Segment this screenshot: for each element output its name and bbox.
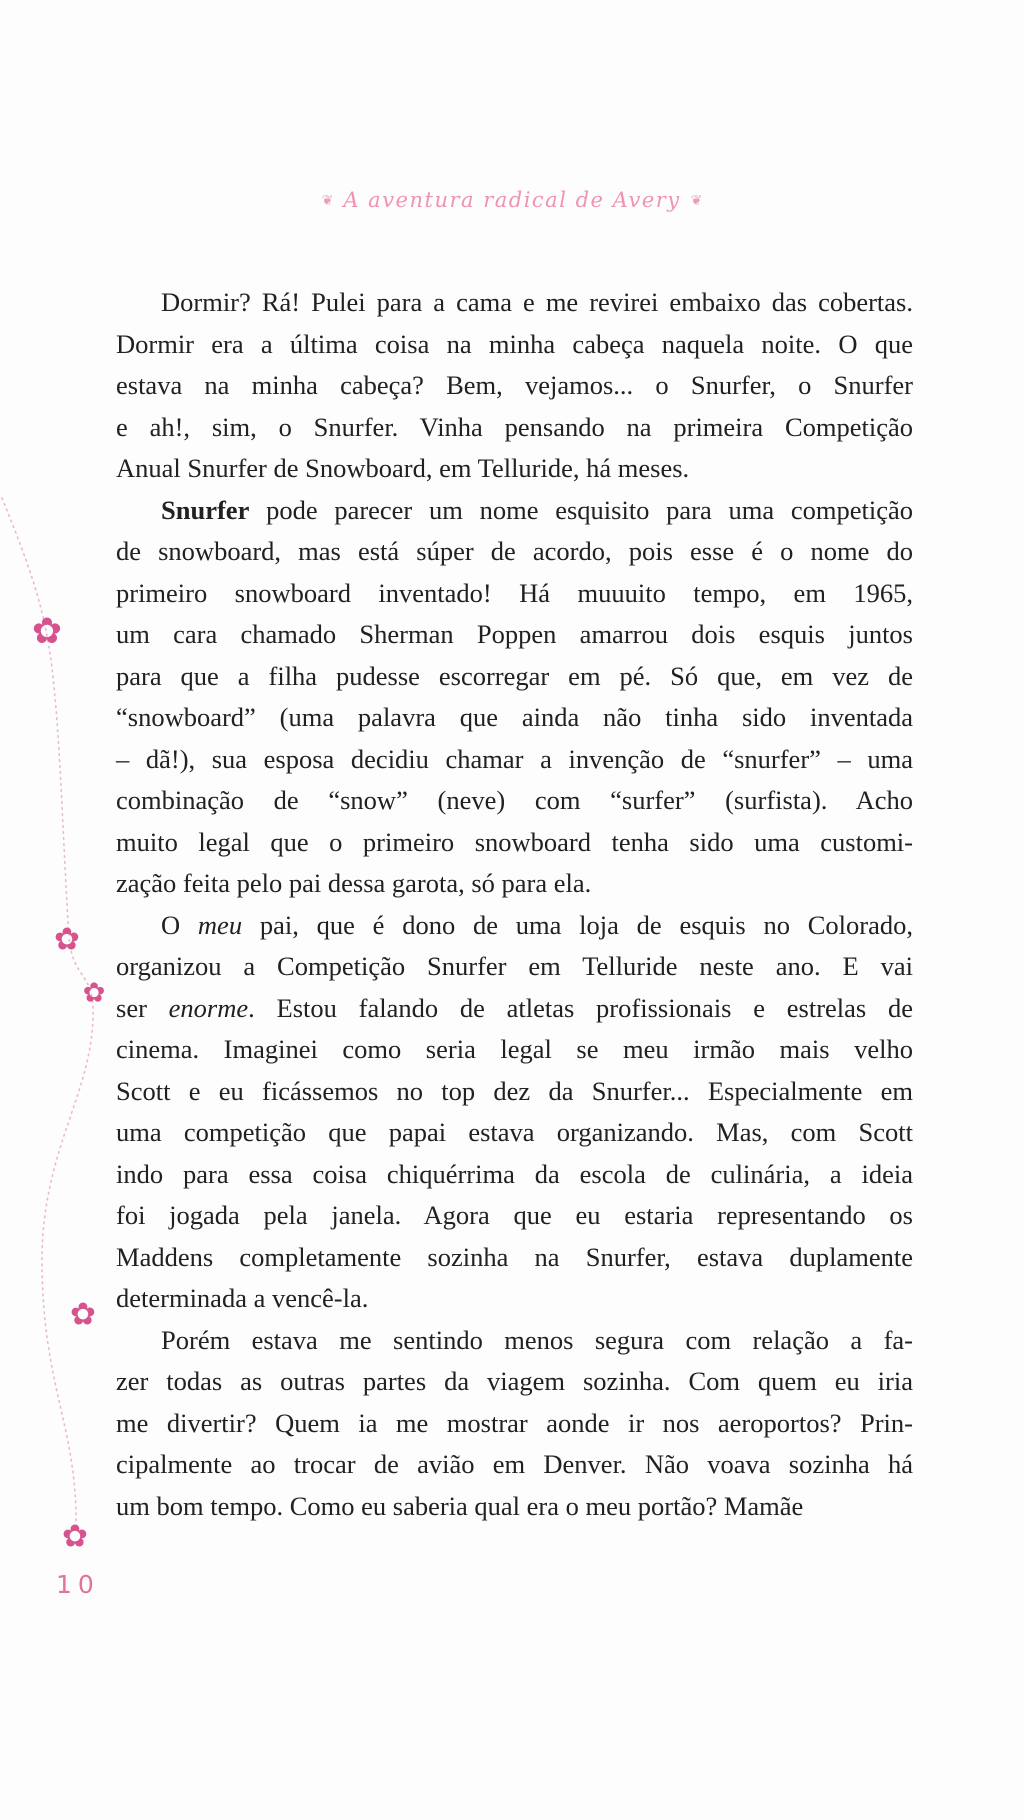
text-line [116, 365, 913, 407]
text-line [116, 573, 913, 615]
italic-text: meu [197, 909, 243, 940]
text-line [116, 1029, 913, 1071]
paragraph [116, 490, 913, 905]
paragraph [116, 1320, 913, 1528]
text-line [116, 1154, 913, 1196]
text-segment: cinema. Imaginei como seria legal se meu irmão mais velho [116, 1034, 913, 1064]
text-segment: para que a filha pudesse escorregar em pé. Só que, em vez de [116, 660, 913, 691]
text-segment: Dormir? Rá! Pulei para a cama e me revirei embaixo das cobertas. [161, 287, 913, 317]
text-line [116, 1320, 913, 1362]
text-line [116, 946, 913, 988]
text-line [116, 282, 913, 324]
flower-icon: ✿ [70, 1296, 96, 1333]
text-segment: indo para essa coisa chiquérrima da escola de culinária, a ideia [116, 1158, 913, 1189]
text-segment: um cara chamado Sherman Poppen amarrou dois esquis juntos [116, 619, 913, 649]
body-text [116, 282, 913, 1527]
text-line [116, 448, 913, 490]
paragraph [116, 282, 913, 490]
text-segment: zer todas as outras partes da viagem sozinha. Com quem eu iria [116, 1366, 913, 1396]
text-segment: cipalmente ao trocar de avião em Denver. Não voava sozinha há [116, 1449, 913, 1479]
text-line [116, 490, 913, 532]
flower-icon: ✿ [54, 921, 80, 958]
text-segment: Scott e eu ficássemos no top dez da Snurfer... Especialmente em [116, 1075, 913, 1106]
text-segment: “snowboard” (uma palavra que ainda não tinha sido inventada [116, 702, 913, 732]
text-line [116, 988, 913, 1030]
text-line [116, 863, 913, 905]
text-segment: combinação de “snow” (neve) com “surfer” (surfista). Acho [116, 785, 913, 815]
text-line [116, 905, 913, 947]
text-line [116, 407, 913, 449]
text-line [116, 822, 913, 864]
bold-text: Snurfer [161, 494, 250, 525]
text-segment: primeiro snowboard inventado! Há muuuito tempo, em 1965, [116, 577, 913, 608]
text-segment: estava na minha cabeça? Bem, vejamos... o Snurfer, o Snurfer [116, 370, 913, 400]
text-line [116, 1278, 913, 1320]
text-segment: e ah!, sim, o Snurfer. Vinha pensando na primeira Competição [116, 411, 913, 442]
text-segment: Dormir era a última coisa na minha cabeça naquela noite. O que [116, 328, 913, 359]
text-line [116, 697, 913, 739]
text-line [116, 1071, 913, 1113]
text-segment: uma competição que papai estava organizando. Mas, com Scott [116, 1117, 913, 1147]
text-segment: O [161, 909, 198, 940]
running-header [0, 188, 1024, 212]
italic-text: enorme [168, 992, 249, 1023]
text-segment: determinada a vencê-la. [116, 1283, 369, 1313]
text-segment: pode parecer um nome esquisito para uma competição [249, 494, 913, 525]
text-segment: – dã!), sua esposa decidiu chamar a invenção de “snurfer” – uma [116, 743, 913, 774]
text-line [116, 1112, 913, 1154]
text-segment: me divertir? Quem ia me mostrar aonde ir nos aeroportos? Prin- [116, 1407, 913, 1438]
text-segment: de snowboard, mas está súper de acordo, pois esse é o nome do [116, 536, 913, 566]
paragraph [116, 905, 913, 1320]
text-line [116, 1486, 913, 1528]
text-line [116, 1444, 913, 1486]
flower-icon: ✿ [82, 977, 106, 1009]
text-segment: foi jogada pela janela. Agora que eu estaria representando os [116, 1200, 913, 1230]
text-line [116, 531, 913, 573]
text-segment: organizou a Competição Snurfer em Telluride neste ano. E vai [116, 951, 913, 981]
text-segment: ser [116, 992, 169, 1023]
text-line [116, 1237, 913, 1279]
text-line [116, 324, 913, 366]
text-line [116, 656, 913, 698]
dotted-vine-line [0, 0, 120, 1820]
text-line [116, 614, 913, 656]
text-segment: Maddens completamente sozinha na Snurfer, estava duplamente [116, 1241, 913, 1272]
text-segment: . Estou falando de atletas profissionais e estrelas de [248, 992, 913, 1023]
floral-ornament-left-icon: ❦ [321, 193, 334, 209]
text-line [116, 1361, 913, 1403]
text-line [116, 1403, 913, 1445]
text-line [116, 1195, 913, 1237]
floral-ornament-right-icon: ❦ [690, 193, 703, 209]
text-segment: Anual Snurfer de Snowboard, em Telluride, há meses. [116, 453, 690, 483]
text-segment: um bom tempo. Como eu saberia qual era o meu portão? Mamãe [116, 1490, 804, 1521]
flower-icon: ✿ [62, 1518, 88, 1555]
text-segment: zação feita pelo pai dessa garota, só para ela. [116, 868, 592, 898]
page-number: 10 [56, 1570, 100, 1599]
running-header-title: A aventura radical de Avery [343, 188, 681, 212]
flower-icon: ✿ [31, 611, 63, 652]
text-segment: Porém estava me sentindo menos segura com relação a fa- [161, 1324, 913, 1355]
text-segment: muito legal que o primeiro snowboard tenha sido uma customi- [116, 826, 913, 857]
text-line [116, 780, 913, 822]
text-segment: pai, que é dono de uma loja de esquis no Colorado, [242, 909, 913, 940]
text-line [116, 739, 913, 781]
